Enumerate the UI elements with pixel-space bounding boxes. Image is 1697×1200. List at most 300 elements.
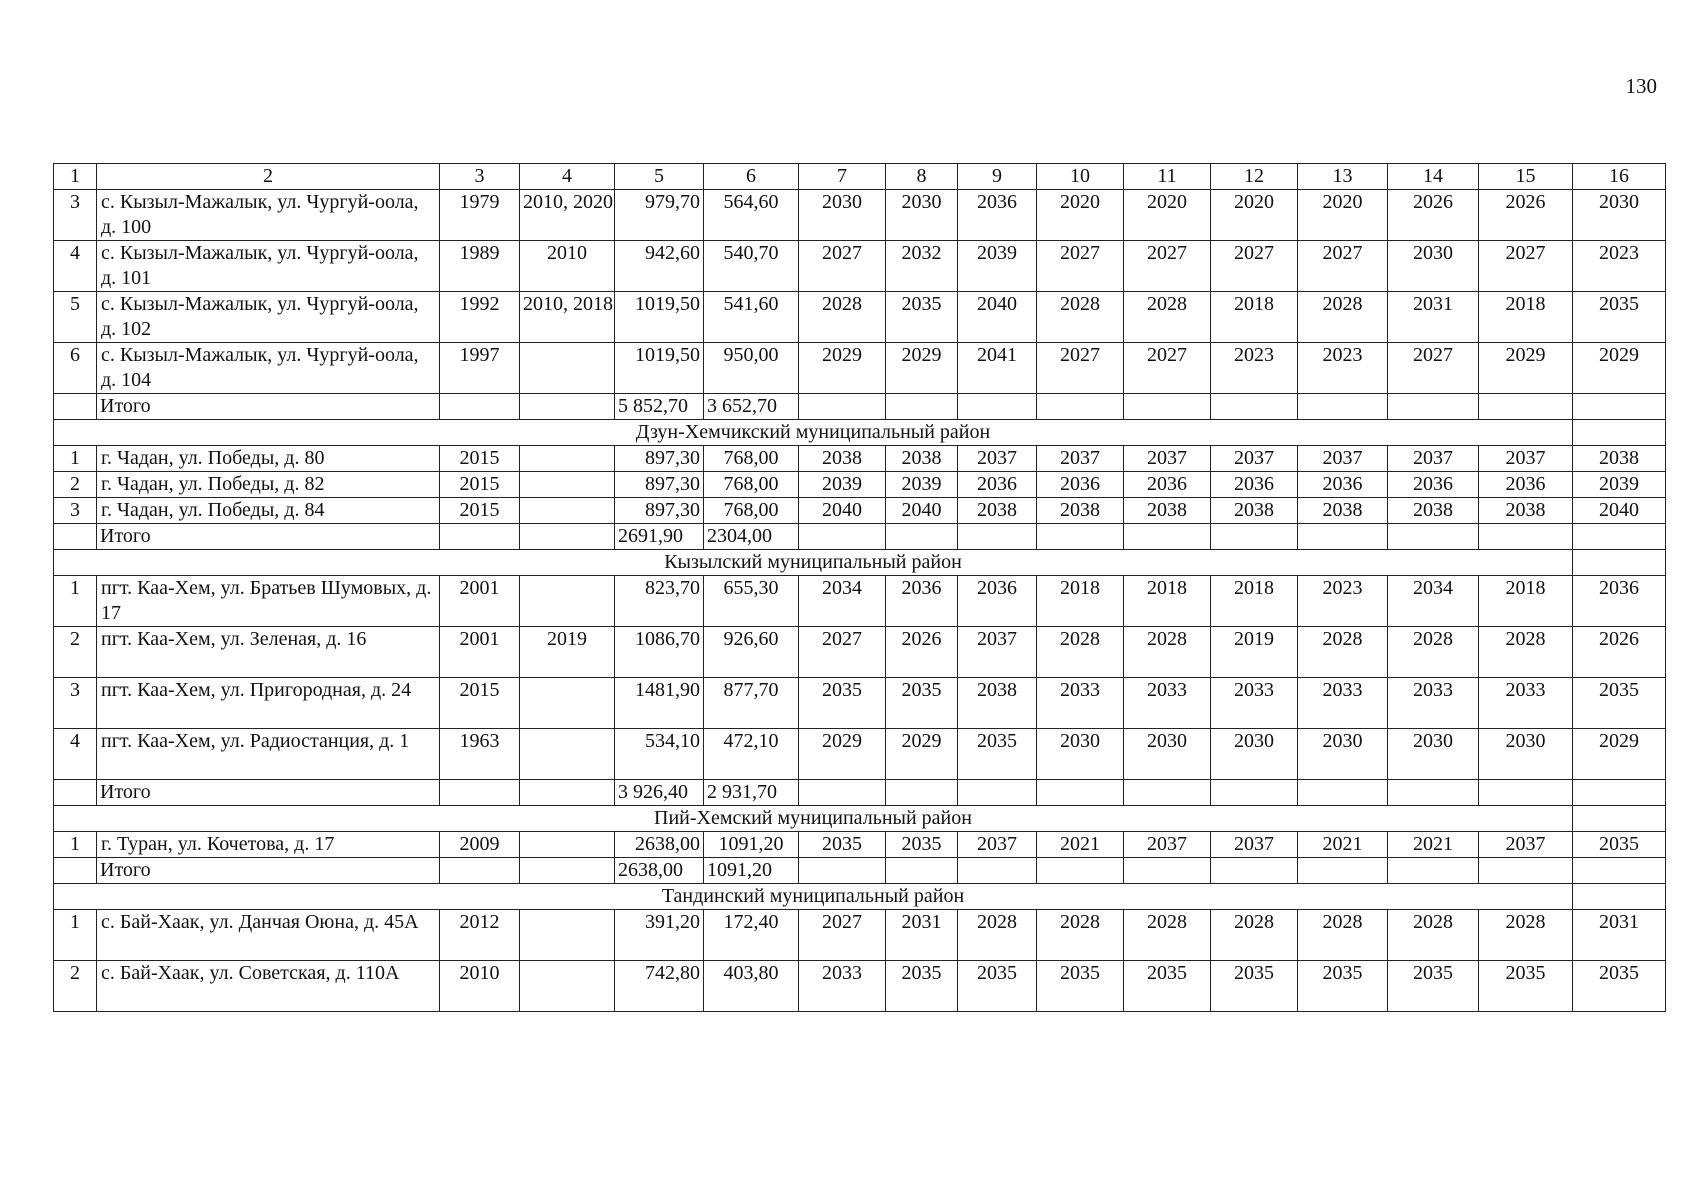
table-row	[54, 910, 1666, 961]
total-area: 823,70	[615, 576, 704, 627]
planned-year: 2035	[1124, 961, 1211, 1012]
district-title: Тандинский муниципальный район	[54, 884, 1573, 910]
living-area: 926,60	[704, 627, 799, 678]
empty-cell	[799, 858, 886, 884]
table-row	[54, 343, 1666, 394]
empty-cell	[1124, 780, 1211, 806]
table-row	[54, 576, 1666, 627]
planned-year: 2033	[1479, 678, 1573, 729]
row-number: 1	[54, 832, 97, 858]
planned-year: 2020	[1037, 190, 1124, 241]
planned-year: 2030	[1124, 729, 1211, 780]
building-address: г. Туран, ул. Кочетова, д. 17	[97, 832, 440, 858]
planned-year: 2027	[1124, 343, 1211, 394]
living-area: 540,70	[704, 241, 799, 292]
planned-year: 2031	[1573, 910, 1666, 961]
repair-years	[520, 446, 615, 472]
planned-year: 2028	[1479, 910, 1573, 961]
planned-year: 2037	[958, 446, 1037, 472]
table-body	[54, 164, 1666, 1012]
planned-year: 2027	[799, 241, 886, 292]
planned-year: 2030	[886, 190, 958, 241]
empty-cell	[1573, 806, 1666, 832]
table-row	[54, 678, 1666, 729]
planned-year: 2027	[1037, 343, 1124, 394]
building-address: с. Бай-Хаак, ул. Советская, д. 110А	[97, 961, 440, 1012]
empty-cell	[886, 780, 958, 806]
building-address: с. Бай-Хаак, ул. Данчая Оюна, д. 45А	[97, 910, 440, 961]
planned-year: 2038	[1479, 498, 1573, 524]
empty-cell	[54, 394, 97, 420]
repair-years	[520, 576, 615, 627]
planned-year: 2030	[1211, 729, 1298, 780]
row-number: 4	[54, 729, 97, 780]
planned-year: 2030	[1388, 241, 1479, 292]
empty-cell	[1211, 780, 1298, 806]
living-area: 768,00	[704, 472, 799, 498]
building-address: пгт. Каа-Хем, ул. Радиостанция, д. 1	[97, 729, 440, 780]
planned-year: 2035	[1573, 961, 1666, 1012]
repair-years: 2019	[520, 627, 615, 678]
planned-year: 2035	[1573, 678, 1666, 729]
construction-year: 2012	[440, 910, 520, 961]
empty-cell	[1211, 858, 1298, 884]
planned-year: 2026	[886, 627, 958, 678]
column-header: 14	[1388, 164, 1479, 190]
empty-cell	[799, 780, 886, 806]
column-header: 11	[1124, 164, 1211, 190]
planned-year: 2018	[1479, 292, 1573, 343]
planned-year: 2037	[1211, 832, 1298, 858]
table-row	[54, 190, 1666, 241]
planned-year: 2038	[1124, 498, 1211, 524]
total-area: 534,10	[615, 729, 704, 780]
column-header: 6	[704, 164, 799, 190]
planned-year: 2032	[886, 241, 958, 292]
planned-year: 2037	[1211, 446, 1298, 472]
construction-year: 2001	[440, 627, 520, 678]
empty-cell	[1124, 394, 1211, 420]
planned-year: 2037	[1388, 446, 1479, 472]
planned-year: 2028	[1298, 910, 1388, 961]
planned-year: 2035	[886, 678, 958, 729]
total-label: Итого	[97, 780, 440, 806]
planned-year: 2037	[1124, 446, 1211, 472]
empty-cell	[440, 858, 520, 884]
district-section-row	[54, 550, 1666, 576]
building-address: с. Кызыл-Мажалык, ул. Чургуй-оола, д. 101	[97, 241, 440, 292]
planned-year: 2034	[1388, 576, 1479, 627]
living-area-sum: 3 652,70	[704, 394, 799, 420]
planned-year: 2036	[958, 190, 1037, 241]
empty-cell	[886, 524, 958, 550]
planned-year: 2018	[1037, 576, 1124, 627]
planned-year: 2037	[1479, 446, 1573, 472]
repair-years	[520, 472, 615, 498]
empty-cell	[1211, 394, 1298, 420]
empty-cell	[54, 780, 97, 806]
construction-year: 2015	[440, 498, 520, 524]
row-number: 5	[54, 292, 97, 343]
empty-cell	[1479, 394, 1573, 420]
table-row	[54, 498, 1666, 524]
repair-years	[520, 961, 615, 1012]
empty-cell	[958, 394, 1037, 420]
row-number: 2	[54, 472, 97, 498]
building-address: пгт. Каа-Хем, ул. Зеленая, д. 16	[97, 627, 440, 678]
total-area: 897,30	[615, 498, 704, 524]
repair-years	[520, 910, 615, 961]
planned-year: 2019	[1211, 627, 1298, 678]
planned-year: 2026	[1573, 627, 1666, 678]
empty-cell	[520, 394, 615, 420]
total-area-sum: 2691,90	[615, 524, 704, 550]
planned-year: 2027	[1211, 241, 1298, 292]
living-area: 768,00	[704, 498, 799, 524]
planned-year: 2040	[1573, 498, 1666, 524]
planned-year: 2023	[1211, 343, 1298, 394]
planned-year: 2036	[1479, 472, 1573, 498]
district-title: Пий-Хемский муниципальный район	[54, 806, 1573, 832]
planned-year: 2041	[958, 343, 1037, 394]
planned-year: 2036	[1037, 472, 1124, 498]
planned-year: 2027	[1124, 241, 1211, 292]
planned-year: 2036	[1124, 472, 1211, 498]
planned-year: 2027	[799, 910, 886, 961]
table-row	[54, 446, 1666, 472]
total-area: 1481,90	[615, 678, 704, 729]
total-area: 1019,50	[615, 292, 704, 343]
row-number: 4	[54, 241, 97, 292]
empty-cell	[1298, 524, 1388, 550]
repair-years	[520, 678, 615, 729]
planned-year: 2029	[886, 343, 958, 394]
empty-cell	[1037, 858, 1124, 884]
planned-year: 2030	[1037, 729, 1124, 780]
row-number: 2	[54, 961, 97, 1012]
district-section-row	[54, 884, 1666, 910]
planned-year: 2037	[1124, 832, 1211, 858]
planned-year: 2036	[1211, 472, 1298, 498]
planned-year: 2028	[1124, 292, 1211, 343]
empty-cell	[520, 524, 615, 550]
planned-year: 2020	[1298, 190, 1388, 241]
empty-cell	[1573, 524, 1666, 550]
total-area: 979,70	[615, 190, 704, 241]
planned-year: 2035	[1211, 961, 1298, 1012]
planned-year: 2035	[958, 729, 1037, 780]
empty-cell	[1124, 858, 1211, 884]
empty-cell	[1573, 420, 1666, 446]
planned-year: 2034	[799, 576, 886, 627]
empty-cell	[958, 524, 1037, 550]
empty-cell	[1388, 858, 1479, 884]
empty-cell	[1298, 394, 1388, 420]
planned-year: 2040	[886, 498, 958, 524]
planned-year: 2028	[1298, 292, 1388, 343]
planned-year: 2028	[799, 292, 886, 343]
repair-years: 2010, 2020	[520, 190, 615, 241]
planned-year: 2028	[1479, 627, 1573, 678]
total-area: 897,30	[615, 472, 704, 498]
empty-cell	[1573, 394, 1666, 420]
repair-years: 2010	[520, 241, 615, 292]
planned-year: 2018	[1211, 292, 1298, 343]
empty-cell	[1573, 884, 1666, 910]
empty-cell	[54, 858, 97, 884]
empty-cell	[1573, 858, 1666, 884]
planned-year: 2035	[799, 832, 886, 858]
planned-year: 2021	[1037, 832, 1124, 858]
planned-year: 2031	[1388, 292, 1479, 343]
planned-year: 2040	[799, 498, 886, 524]
building-address: с. Кызыл-Мажалык, ул. Чургуй-оола, д. 104	[97, 343, 440, 394]
row-number: 3	[54, 498, 97, 524]
building-address: г. Чадан, ул. Победы, д. 84	[97, 498, 440, 524]
building-address: г. Чадан, ул. Победы, д. 80	[97, 446, 440, 472]
planned-year: 2035	[799, 678, 886, 729]
total-area-sum: 5 852,70	[615, 394, 704, 420]
living-area: 950,00	[704, 343, 799, 394]
column-number-row	[54, 164, 1666, 190]
planned-year: 2023	[1298, 576, 1388, 627]
planned-year: 2037	[1298, 446, 1388, 472]
planned-year: 2035	[886, 961, 958, 1012]
planned-year: 2035	[1298, 961, 1388, 1012]
construction-year: 2001	[440, 576, 520, 627]
total-label: Итого	[97, 858, 440, 884]
total-row	[54, 524, 1666, 550]
empty-cell	[520, 780, 615, 806]
empty-cell	[1573, 550, 1666, 576]
row-number: 1	[54, 576, 97, 627]
planned-year: 2020	[1211, 190, 1298, 241]
district-section-row	[54, 420, 1666, 446]
planned-year: 2027	[1298, 241, 1388, 292]
building-address: с. Кызыл-Мажалык, ул. Чургуй-оола, д. 100	[97, 190, 440, 241]
empty-cell	[958, 858, 1037, 884]
total-area-sum: 2638,00	[615, 858, 704, 884]
living-area: 1091,20	[704, 832, 799, 858]
living-area-sum: 1091,20	[704, 858, 799, 884]
empty-cell	[440, 524, 520, 550]
empty-cell	[1573, 780, 1666, 806]
empty-cell	[799, 524, 886, 550]
empty-cell	[799, 394, 886, 420]
row-number: 1	[54, 446, 97, 472]
planned-year: 2028	[958, 910, 1037, 961]
planned-year: 2033	[1298, 678, 1388, 729]
planned-year: 2035	[958, 961, 1037, 1012]
total-label: Итого	[97, 524, 440, 550]
table-row	[54, 729, 1666, 780]
empty-cell	[958, 780, 1037, 806]
living-area: 564,60	[704, 190, 799, 241]
planned-year: 2037	[958, 832, 1037, 858]
empty-cell	[1479, 524, 1573, 550]
empty-cell	[1211, 524, 1298, 550]
planned-year: 2033	[1124, 678, 1211, 729]
column-header: 3	[440, 164, 520, 190]
planned-year: 2018	[1211, 576, 1298, 627]
construction-year: 2015	[440, 678, 520, 729]
planned-year: 2028	[1298, 627, 1388, 678]
construction-year: 2009	[440, 832, 520, 858]
planned-year: 2021	[1388, 832, 1479, 858]
planned-year: 2030	[1388, 729, 1479, 780]
living-area: 768,00	[704, 446, 799, 472]
planned-year: 2033	[1211, 678, 1298, 729]
table-row	[54, 961, 1666, 1012]
total-row	[54, 858, 1666, 884]
total-area: 2638,00	[615, 832, 704, 858]
living-area-sum: 2304,00	[704, 524, 799, 550]
district-section-row	[54, 806, 1666, 832]
planned-year: 2035	[1037, 961, 1124, 1012]
planned-year: 2023	[1573, 241, 1666, 292]
planned-year: 2030	[1479, 729, 1573, 780]
page-number: 130	[1625, 74, 1657, 98]
planned-year: 2028	[1037, 910, 1124, 961]
repair-years: 2010, 2018	[520, 292, 615, 343]
empty-cell	[1298, 858, 1388, 884]
planned-year: 2035	[1479, 961, 1573, 1012]
repair-years	[520, 343, 615, 394]
total-area: 1019,50	[615, 343, 704, 394]
planned-year: 2029	[799, 343, 886, 394]
construction-year: 1963	[440, 729, 520, 780]
total-area: 1086,70	[615, 627, 704, 678]
row-number: 2	[54, 627, 97, 678]
column-header: 16	[1573, 164, 1666, 190]
planned-year: 2038	[1037, 498, 1124, 524]
district-title: Дзун-Хемчикский муниципальный район	[54, 420, 1573, 446]
construction-year: 2015	[440, 472, 520, 498]
planned-year: 2027	[799, 627, 886, 678]
planned-year: 2029	[799, 729, 886, 780]
table-row	[54, 472, 1666, 498]
planned-year: 2036	[1388, 472, 1479, 498]
planned-year: 2029	[1573, 729, 1666, 780]
planned-year: 2038	[1573, 446, 1666, 472]
planned-year: 2028	[1211, 910, 1298, 961]
planned-year: 2036	[958, 576, 1037, 627]
total-label: Итого	[97, 394, 440, 420]
empty-cell	[1479, 780, 1573, 806]
column-header: 2	[97, 164, 440, 190]
living-area: 403,80	[704, 961, 799, 1012]
planned-year: 2035	[1573, 832, 1666, 858]
empty-cell	[1388, 394, 1479, 420]
planned-year: 2038	[1211, 498, 1298, 524]
planned-year: 2038	[799, 446, 886, 472]
construction-year: 1979	[440, 190, 520, 241]
repair-years	[520, 729, 615, 780]
planned-year: 2029	[1479, 343, 1573, 394]
planned-year: 2028	[1388, 910, 1479, 961]
construction-year: 1997	[440, 343, 520, 394]
empty-cell	[54, 524, 97, 550]
planned-year: 2026	[1388, 190, 1479, 241]
planned-year: 2028	[1388, 627, 1479, 678]
column-header: 8	[886, 164, 958, 190]
table-row	[54, 627, 1666, 678]
planned-year: 2035	[886, 292, 958, 343]
planned-year: 2026	[1479, 190, 1573, 241]
planned-year: 2039	[886, 472, 958, 498]
repair-years	[520, 498, 615, 524]
total-area: 942,60	[615, 241, 704, 292]
column-header: 7	[799, 164, 886, 190]
planned-year: 2035	[886, 832, 958, 858]
planned-year: 2028	[1037, 292, 1124, 343]
planned-year: 2037	[1479, 832, 1573, 858]
empty-cell	[440, 780, 520, 806]
total-area: 897,30	[615, 446, 704, 472]
empty-cell	[440, 394, 520, 420]
planned-year: 2036	[886, 576, 958, 627]
planned-year: 2029	[1573, 343, 1666, 394]
living-area: 472,10	[704, 729, 799, 780]
planned-year: 2036	[1298, 472, 1388, 498]
column-header: 12	[1211, 164, 1298, 190]
construction-year: 2010	[440, 961, 520, 1012]
construction-year: 1992	[440, 292, 520, 343]
table-row	[54, 292, 1666, 343]
empty-cell	[886, 394, 958, 420]
column-header: 4	[520, 164, 615, 190]
planned-year: 2030	[1298, 729, 1388, 780]
living-area: 172,40	[704, 910, 799, 961]
empty-cell	[1479, 858, 1573, 884]
planned-year: 2038	[958, 498, 1037, 524]
repair-years	[520, 832, 615, 858]
row-number: 3	[54, 678, 97, 729]
empty-cell	[1037, 524, 1124, 550]
construction-year: 1989	[440, 241, 520, 292]
planned-year: 2018	[1479, 576, 1573, 627]
building-address: пгт. Каа-Хем, ул. Братьев Шумовых, д. 17	[97, 576, 440, 627]
living-area: 655,30	[704, 576, 799, 627]
living-area: 877,70	[704, 678, 799, 729]
column-header: 1	[54, 164, 97, 190]
building-address: с. Кызыл-Мажалык, ул. Чургуй-оола, д. 102	[97, 292, 440, 343]
table-row	[54, 241, 1666, 292]
planned-year: 2040	[958, 292, 1037, 343]
empty-cell	[1388, 524, 1479, 550]
planned-year: 2035	[1388, 961, 1479, 1012]
planned-year: 2028	[1037, 627, 1124, 678]
living-area: 541,60	[704, 292, 799, 343]
building-address: г. Чадан, ул. Победы, д. 82	[97, 472, 440, 498]
empty-cell	[1124, 524, 1211, 550]
planned-year: 2029	[886, 729, 958, 780]
planned-year: 2020	[1124, 190, 1211, 241]
planned-year: 2028	[1124, 627, 1211, 678]
total-area-sum: 3 926,40	[615, 780, 704, 806]
empty-cell	[1298, 780, 1388, 806]
planned-year: 2030	[1573, 190, 1666, 241]
planned-year: 2037	[958, 627, 1037, 678]
empty-cell	[1037, 780, 1124, 806]
planned-year: 2023	[1298, 343, 1388, 394]
planned-year: 2033	[1388, 678, 1479, 729]
column-header: 10	[1037, 164, 1124, 190]
planned-year: 2031	[886, 910, 958, 961]
planned-year: 2039	[958, 241, 1037, 292]
planned-year: 2027	[1037, 241, 1124, 292]
planned-year: 2027	[1479, 241, 1573, 292]
